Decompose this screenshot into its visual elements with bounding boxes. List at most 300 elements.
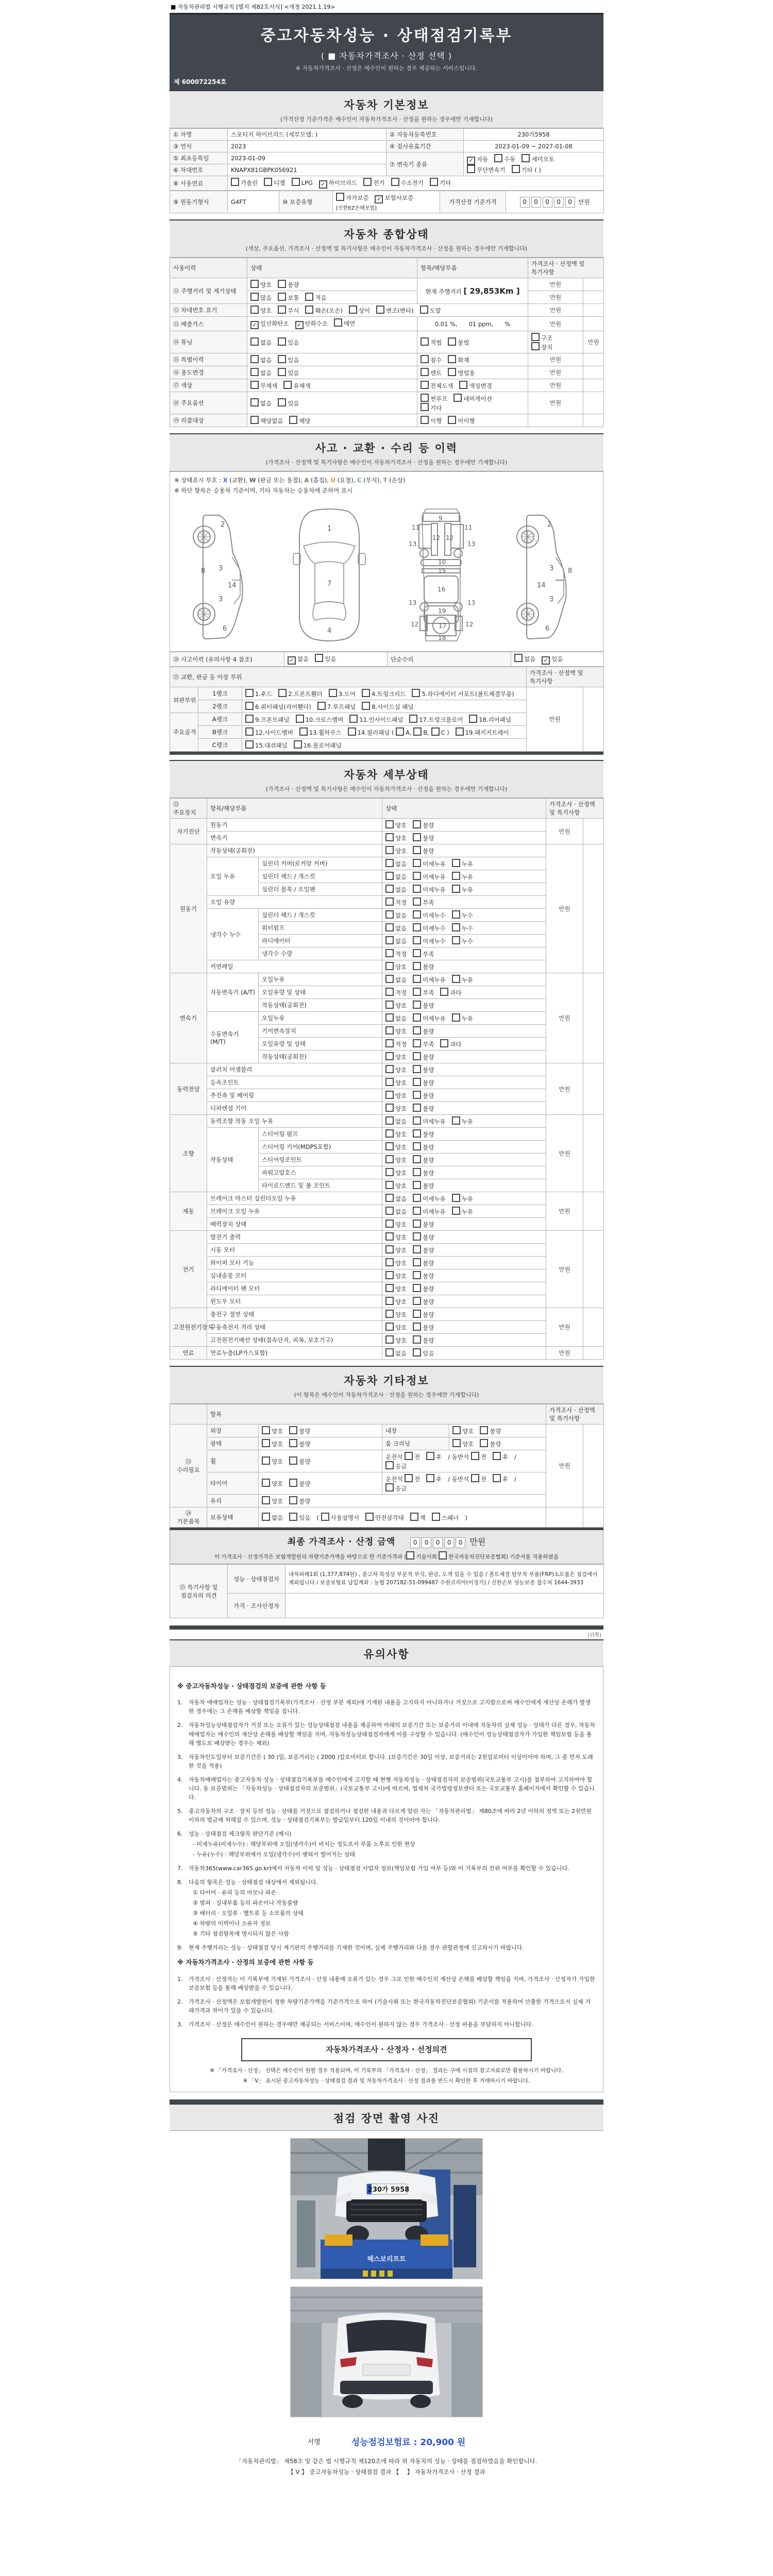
checkbox-option	[295, 319, 328, 329]
checkbox[interactable]	[452, 1194, 460, 1202]
checkbox[interactable]	[413, 1039, 421, 1047]
checkbox[interactable]	[413, 910, 421, 919]
checkbox[interactable]	[385, 1258, 394, 1266]
item-label: 연료누출(LP가스포함)	[207, 1347, 382, 1360]
checkbox[interactable]	[426, 1474, 434, 1482]
checkbox[interactable]	[385, 1181, 394, 1189]
signature-label[interactable]: 서명	[307, 2438, 321, 2446]
checkbox[interactable]	[289, 1426, 297, 1434]
license-plate	[367, 2184, 409, 2194]
table-row	[170, 1257, 604, 1269]
checkbox-label: 양호	[395, 1234, 407, 1241]
checkbox[interactable]	[385, 846, 394, 854]
price-cell: 만원	[546, 1115, 583, 1192]
checkbox[interactable]	[413, 975, 421, 983]
checkbox[interactable]	[385, 1219, 394, 1228]
checkbox[interactable]	[432, 1513, 440, 1521]
checkbox[interactable]	[406, 1551, 414, 1560]
checkbox[interactable]	[348, 727, 356, 736]
checkbox[interactable]	[413, 1348, 421, 1357]
checkbox[interactable]	[245, 715, 254, 723]
checkbox-label: 불량	[423, 1079, 434, 1087]
checkbox[interactable]	[413, 1001, 421, 1009]
checkbox[interactable]	[385, 1461, 394, 1469]
checkbox[interactable]	[413, 872, 421, 880]
checkbox[interactable]	[440, 988, 448, 996]
checkbox[interactable]	[413, 846, 421, 854]
checkbox[interactable]	[452, 1207, 460, 1215]
checkbox[interactable]	[385, 975, 394, 983]
checkbox[interactable]	[349, 306, 357, 314]
checkbox-label: 양호	[260, 307, 272, 314]
checkbox[interactable]	[289, 1456, 297, 1465]
device-label: 조향	[170, 1115, 207, 1192]
checkbox[interactable]	[362, 689, 370, 697]
checkbox[interactable]	[262, 1479, 270, 1487]
checkbox-label: 전	[480, 1476, 486, 1483]
checkbox[interactable]	[480, 1426, 488, 1434]
notice-sub-item: ⑤ 기타 점검항목에 명시되지 않은 사항	[193, 1930, 289, 1938]
checkbox[interactable]	[362, 702, 370, 710]
checkbox[interactable]	[467, 165, 475, 173]
checkbox[interactable]	[413, 1142, 421, 1150]
checkbox-option	[385, 1258, 407, 1267]
checkbox[interactable]	[413, 897, 421, 906]
checkbox-option	[413, 1335, 434, 1345]
checkbox[interactable]	[493, 1452, 501, 1460]
table-row	[170, 152, 604, 164]
checkbox[interactable]	[413, 1078, 421, 1086]
checkbox-option	[385, 1232, 407, 1242]
checkbox[interactable]	[376, 306, 384, 314]
checkbox[interactable]	[409, 715, 417, 723]
checkbox[interactable]	[363, 178, 372, 186]
checkbox-option	[413, 1323, 434, 1332]
checkbox[interactable]	[385, 859, 394, 867]
checkbox-option	[514, 654, 535, 663]
checkbox[interactable]	[413, 820, 421, 828]
checkbox[interactable]	[452, 872, 460, 880]
checkbox[interactable]	[385, 1129, 394, 1138]
checkbox[interactable]	[305, 293, 313, 301]
checkbox[interactable]	[262, 1439, 270, 1447]
checkbox[interactable]	[413, 1335, 421, 1344]
checkbox[interactable]	[245, 727, 254, 736]
checkbox[interactable]	[385, 1078, 394, 1086]
checkbox[interactable]	[421, 381, 429, 389]
checkbox[interactable]	[448, 368, 456, 376]
item-label: 추진축 및 베어링	[207, 1089, 382, 1102]
checkbox[interactable]	[412, 689, 420, 697]
checkbox[interactable]	[385, 1245, 394, 1253]
checkbox-option	[531, 333, 552, 342]
checkbox[interactable]	[385, 1013, 394, 1022]
checkbox[interactable]	[385, 1001, 394, 1009]
checkbox[interactable]	[385, 1284, 394, 1292]
final-price-note: 이 가격조사 · 산정가격은 보험개발원의 차량기준가액을 바탕으로 한 기준가격과 ( 기술사회 한국자동차진단보증협회) 기준서를 적용하였음	[170, 1551, 603, 1561]
checkbox-label: 없음	[260, 339, 272, 346]
checkbox[interactable]	[278, 398, 286, 406]
checkbox[interactable]	[413, 1155, 421, 1163]
checkbox[interactable]	[413, 1013, 421, 1022]
checkbox-option	[391, 178, 424, 187]
checkbox[interactable]	[426, 1452, 434, 1460]
checkbox[interactable]	[514, 654, 523, 662]
checkbox[interactable]	[250, 381, 259, 389]
checkbox[interactable]	[421, 337, 429, 346]
checkbox[interactable]	[231, 178, 239, 186]
checkbox[interactable]	[278, 355, 286, 363]
checkbox[interactable]	[385, 949, 394, 957]
checkbox[interactable]	[385, 1039, 394, 1047]
checkbox[interactable]	[452, 1439, 461, 1447]
checkbox[interactable]	[262, 1496, 270, 1504]
checkbox-option	[262, 1456, 283, 1466]
checkbox[interactable]	[413, 1207, 421, 1215]
checkbox[interactable]	[250, 416, 259, 424]
checkbox[interactable]	[385, 885, 394, 893]
checkbox-option	[453, 394, 492, 403]
checkbox[interactable]	[262, 1513, 270, 1521]
checkbox[interactable]	[385, 1104, 394, 1112]
status-code-desc: (부식),	[361, 477, 383, 484]
price-note-cell	[583, 973, 604, 1063]
checkbox[interactable]	[413, 1232, 421, 1241]
checkbox[interactable]	[264, 178, 272, 186]
rank-label: B랭크	[198, 726, 242, 739]
checkbox[interactable]	[430, 178, 438, 186]
checkbox[interactable]	[385, 897, 394, 906]
price-note-cell	[583, 366, 604, 379]
checkbox-label: 양호	[272, 1440, 283, 1448]
checkbox[interactable]	[522, 154, 530, 162]
checkbox[interactable]	[448, 355, 456, 363]
notice-sub-item: - 미세누유(미세누수) : 해당부위에 오일(냉각수)이 비치는 정도로서 부품 노후로 인한 현상	[193, 1840, 415, 1848]
checkbox[interactable]	[385, 1323, 394, 1331]
base-price-value	[506, 191, 604, 213]
checkbox[interactable]	[278, 293, 286, 301]
checkbox[interactable]	[421, 394, 429, 402]
checkbox[interactable]	[413, 949, 421, 957]
checkbox[interactable]	[413, 1258, 421, 1266]
checkbox[interactable]	[385, 910, 394, 919]
table-row	[170, 317, 604, 331]
checkbox[interactable]	[250, 398, 259, 406]
checkbox-label: 양호	[395, 1324, 407, 1331]
checkbox[interactable]	[452, 910, 460, 919]
checkbox[interactable]	[413, 1219, 421, 1228]
checkbox-label: 양호	[395, 1002, 407, 1009]
checkbox[interactable]	[413, 1245, 421, 1253]
checkbox[interactable]	[385, 1194, 394, 1202]
checkbox[interactable]	[439, 1551, 447, 1560]
checkbox[interactable]	[289, 1496, 297, 1504]
checkbox[interactable]	[512, 165, 520, 173]
checkbox[interactable]	[471, 1474, 479, 1482]
final-price-section	[170, 1530, 603, 1564]
checkbox[interactable]	[413, 988, 421, 996]
checkbox[interactable]	[283, 381, 292, 389]
checkbox-label: 양호	[395, 848, 407, 855]
state-options	[247, 414, 417, 427]
checkbox-label: 없음	[395, 925, 407, 932]
checkbox[interactable]	[421, 403, 429, 411]
checkbox[interactable]	[278, 368, 286, 376]
checkbox[interactable]	[385, 1065, 394, 1073]
checkbox-label: 적정	[395, 1041, 407, 1048]
checkbox[interactable]	[365, 1513, 374, 1521]
car-side-right-diagram	[512, 506, 584, 644]
checkbox[interactable]	[413, 962, 421, 970]
checkbox-checked[interactable]: ✓	[250, 321, 259, 329]
checkbox[interactable]	[452, 1116, 460, 1125]
checkbox[interactable]	[385, 1091, 394, 1099]
checkbox[interactable]	[452, 1013, 460, 1022]
checkbox-option	[362, 702, 413, 711]
checkbox[interactable]	[413, 1194, 421, 1202]
notice-box-line: ※ 「가격조사 · 산정」 선택은 매수인이 원할 경우 적용되며, 이 기록부의 「가격조사 · 산정」 결과는 구매 시점의 참고자료로만 활용하시기 바랍니다.	[210, 2067, 563, 2074]
checkbox[interactable]	[385, 988, 394, 996]
checkbox[interactable]	[385, 1168, 394, 1176]
checkbox[interactable]	[431, 727, 440, 736]
checkbox[interactable]	[278, 306, 286, 314]
checkbox[interactable]	[289, 1439, 297, 1447]
checkbox[interactable]	[245, 689, 254, 697]
checkbox-label: 기타	[440, 179, 451, 187]
price-note-cell	[583, 1507, 604, 1528]
checkbox[interactable]	[405, 1474, 413, 1482]
checkbox[interactable]	[299, 727, 308, 736]
checkbox[interactable]	[391, 178, 399, 186]
checkbox[interactable]	[385, 820, 394, 828]
checkbox[interactable]	[413, 1091, 421, 1099]
checkbox-label: 도말	[429, 307, 441, 314]
checkbox-label: 13.휠하우스	[309, 729, 342, 736]
checkbox[interactable]	[250, 280, 259, 288]
item-label: 윈도우 모터	[207, 1295, 382, 1308]
checkbox[interactable]	[292, 178, 300, 186]
checkbox[interactable]	[421, 355, 429, 363]
checkbox[interactable]	[421, 416, 429, 424]
checkbox[interactable]	[396, 727, 404, 736]
checkbox-checked[interactable]: ✓	[542, 656, 550, 665]
checkbox[interactable]	[278, 689, 287, 697]
checkbox[interactable]	[413, 1168, 421, 1176]
state-options	[247, 392, 417, 414]
checkbox-option	[452, 859, 473, 868]
checkbox[interactable]	[420, 306, 428, 314]
checkbox[interactable]	[329, 689, 337, 697]
checkbox[interactable]	[385, 1052, 394, 1060]
checkbox[interactable]	[413, 1065, 421, 1073]
checkbox-option	[413, 1258, 434, 1267]
checkbox[interactable]	[413, 1310, 421, 1318]
checkbox-option	[385, 859, 407, 868]
checkbox[interactable]	[410, 1513, 418, 1521]
checkbox[interactable]	[469, 715, 477, 723]
checkbox-option	[448, 355, 469, 364]
checkbox[interactable]	[413, 1116, 421, 1125]
field-label: ⑨ 원동기형식	[170, 191, 228, 213]
checkbox[interactable]	[413, 1181, 421, 1189]
checkbox[interactable]	[456, 727, 464, 736]
checkbox[interactable]	[413, 833, 421, 841]
notice-item-number: 5.	[177, 1807, 183, 1815]
checkbox-label: 부식	[288, 307, 299, 314]
checkbox[interactable]	[385, 1483, 394, 1492]
checkbox[interactable]	[531, 333, 540, 341]
checkbox-option	[329, 689, 356, 698]
checkbox[interactable]	[385, 1207, 394, 1215]
table-row	[170, 1450, 604, 1472]
checkbox[interactable]	[413, 1297, 421, 1305]
checkbox[interactable]	[317, 702, 326, 710]
checkbox[interactable]	[413, 727, 422, 736]
checkbox[interactable]	[262, 1456, 270, 1465]
checkbox[interactable]	[385, 1297, 394, 1305]
sub-item-label: 유리	[207, 1495, 259, 1507]
checkbox[interactable]	[413, 1271, 421, 1279]
column-header: 가격조사 · 산정액 및 특기사항	[528, 258, 604, 278]
checkbox[interactable]	[250, 306, 259, 314]
checkbox-option	[250, 416, 283, 425]
svg-text:2: 2	[547, 521, 552, 529]
checkbox[interactable]	[413, 1284, 421, 1292]
checkbox[interactable]	[385, 923, 394, 931]
device-label: 제동	[170, 1192, 207, 1231]
checkbox[interactable]	[385, 1142, 394, 1150]
checkbox[interactable]	[493, 1474, 501, 1482]
checkbox[interactable]	[448, 416, 456, 424]
checkbox[interactable]	[421, 368, 429, 376]
checkbox[interactable]	[385, 936, 394, 944]
checkbox[interactable]	[334, 318, 342, 327]
checkbox[interactable]	[413, 1026, 421, 1035]
checkbox[interactable]	[413, 936, 421, 944]
checkbox-option	[471, 1452, 486, 1461]
checkbox-option	[289, 1496, 310, 1505]
checkbox-option	[334, 318, 355, 328]
checkbox-label: 불량	[299, 1480, 311, 1487]
checkbox[interactable]	[385, 1335, 394, 1344]
svg-text:3: 3	[549, 596, 554, 603]
checkbox[interactable]	[278, 280, 286, 288]
checkbox-label: 불량	[288, 281, 299, 289]
checkbox[interactable]	[413, 885, 421, 893]
checkbox[interactable]	[245, 702, 254, 710]
checkbox[interactable]	[294, 740, 302, 749]
checkbox[interactable]	[250, 337, 259, 346]
checkbox-label: 전	[414, 1476, 421, 1483]
checkbox[interactable]	[452, 885, 460, 893]
car-side-left-diagram	[189, 506, 261, 644]
checkbox[interactable]	[494, 154, 502, 162]
checkbox-option	[448, 416, 475, 425]
checkbox-option	[413, 1129, 434, 1139]
notice-item-text: 가격조사 · 산정은 매수인이 원하는 경우에만 제공되는 서비스이며, 매수인이 원하지 않는 경우 가격조사 · 산정 비용을 부담하지 아니합니다.	[189, 2021, 533, 2028]
checkbox-option	[385, 1039, 407, 1048]
checkbox[interactable]	[385, 1310, 394, 1318]
checkbox[interactable]	[315, 654, 323, 662]
checkbox[interactable]	[278, 337, 286, 346]
checkbox[interactable]	[453, 394, 462, 402]
checkbox[interactable]	[296, 715, 304, 723]
checkbox-option	[413, 1052, 434, 1061]
checkbox[interactable]	[459, 381, 467, 389]
checkbox-checked[interactable]: ✓	[319, 180, 327, 189]
checkbox-option	[385, 1323, 407, 1332]
remarks-label: ㉕ 특기사항 및 점검자의 의견	[170, 1565, 228, 1618]
checkbox[interactable]	[413, 1323, 421, 1331]
checkbox[interactable]	[321, 1513, 329, 1521]
checkbox[interactable]	[385, 1155, 394, 1163]
checkbox-label: 일산화탄소	[260, 320, 289, 327]
checkbox[interactable]	[413, 1129, 421, 1138]
checkbox[interactable]	[385, 1271, 394, 1279]
checkbox[interactable]	[385, 872, 394, 880]
checkbox-checked[interactable]: ✓	[375, 195, 383, 204]
checkbox[interactable]	[452, 975, 460, 983]
checkbox-label: 불량	[423, 822, 434, 829]
field-label: ④ 검사유효기간	[386, 141, 464, 152]
checkbox[interactable]	[336, 193, 344, 201]
checkbox[interactable]	[480, 1439, 488, 1447]
checkbox[interactable]	[245, 740, 254, 749]
checkbox[interactable]	[413, 1104, 421, 1112]
checkbox[interactable]	[531, 342, 540, 350]
checkbox[interactable]	[452, 923, 460, 931]
checkbox[interactable]	[289, 416, 297, 424]
checkbox-checked[interactable]: ✓	[295, 321, 304, 329]
checkbox[interactable]	[385, 1026, 394, 1035]
checkbox-checked[interactable]: ✓	[467, 157, 475, 165]
checkbox[interactable]	[385, 1232, 394, 1241]
checkbox[interactable]	[405, 1452, 413, 1460]
checkbox-option	[385, 936, 407, 945]
checkbox[interactable]	[471, 1452, 479, 1460]
checkbox-option	[413, 1026, 434, 1036]
state-options	[382, 1282, 546, 1295]
checkbox-option	[245, 702, 311, 711]
checkbox[interactable]	[250, 293, 259, 301]
checkbox[interactable]	[289, 1513, 297, 1521]
checkbox[interactable]	[413, 1052, 421, 1060]
checkbox[interactable]	[349, 715, 358, 723]
checkbox[interactable]	[440, 1039, 448, 1047]
checkbox-option	[493, 1474, 508, 1483]
checkbox[interactable]	[385, 1348, 394, 1357]
checkbox[interactable]	[385, 833, 394, 841]
checkbox[interactable]	[413, 859, 421, 867]
checkbox[interactable]	[413, 923, 421, 931]
table-row	[170, 141, 604, 152]
checkbox-option	[426, 1452, 442, 1461]
checkbox[interactable]	[250, 368, 259, 376]
checkbox[interactable]	[305, 306, 313, 314]
checkbox-option	[413, 1116, 445, 1126]
checkbox[interactable]	[385, 962, 394, 970]
checkbox[interactable]	[250, 355, 259, 363]
table-header-row	[170, 258, 604, 278]
checkbox[interactable]	[448, 337, 456, 346]
checkbox[interactable]	[452, 1426, 461, 1434]
checkbox[interactable]	[262, 1426, 270, 1434]
checkbox-checked[interactable]: ✓	[288, 656, 296, 665]
checkbox[interactable]	[452, 936, 460, 944]
checkbox[interactable]	[385, 1116, 394, 1125]
checkbox[interactable]	[452, 859, 460, 867]
checkbox[interactable]	[289, 1479, 297, 1487]
